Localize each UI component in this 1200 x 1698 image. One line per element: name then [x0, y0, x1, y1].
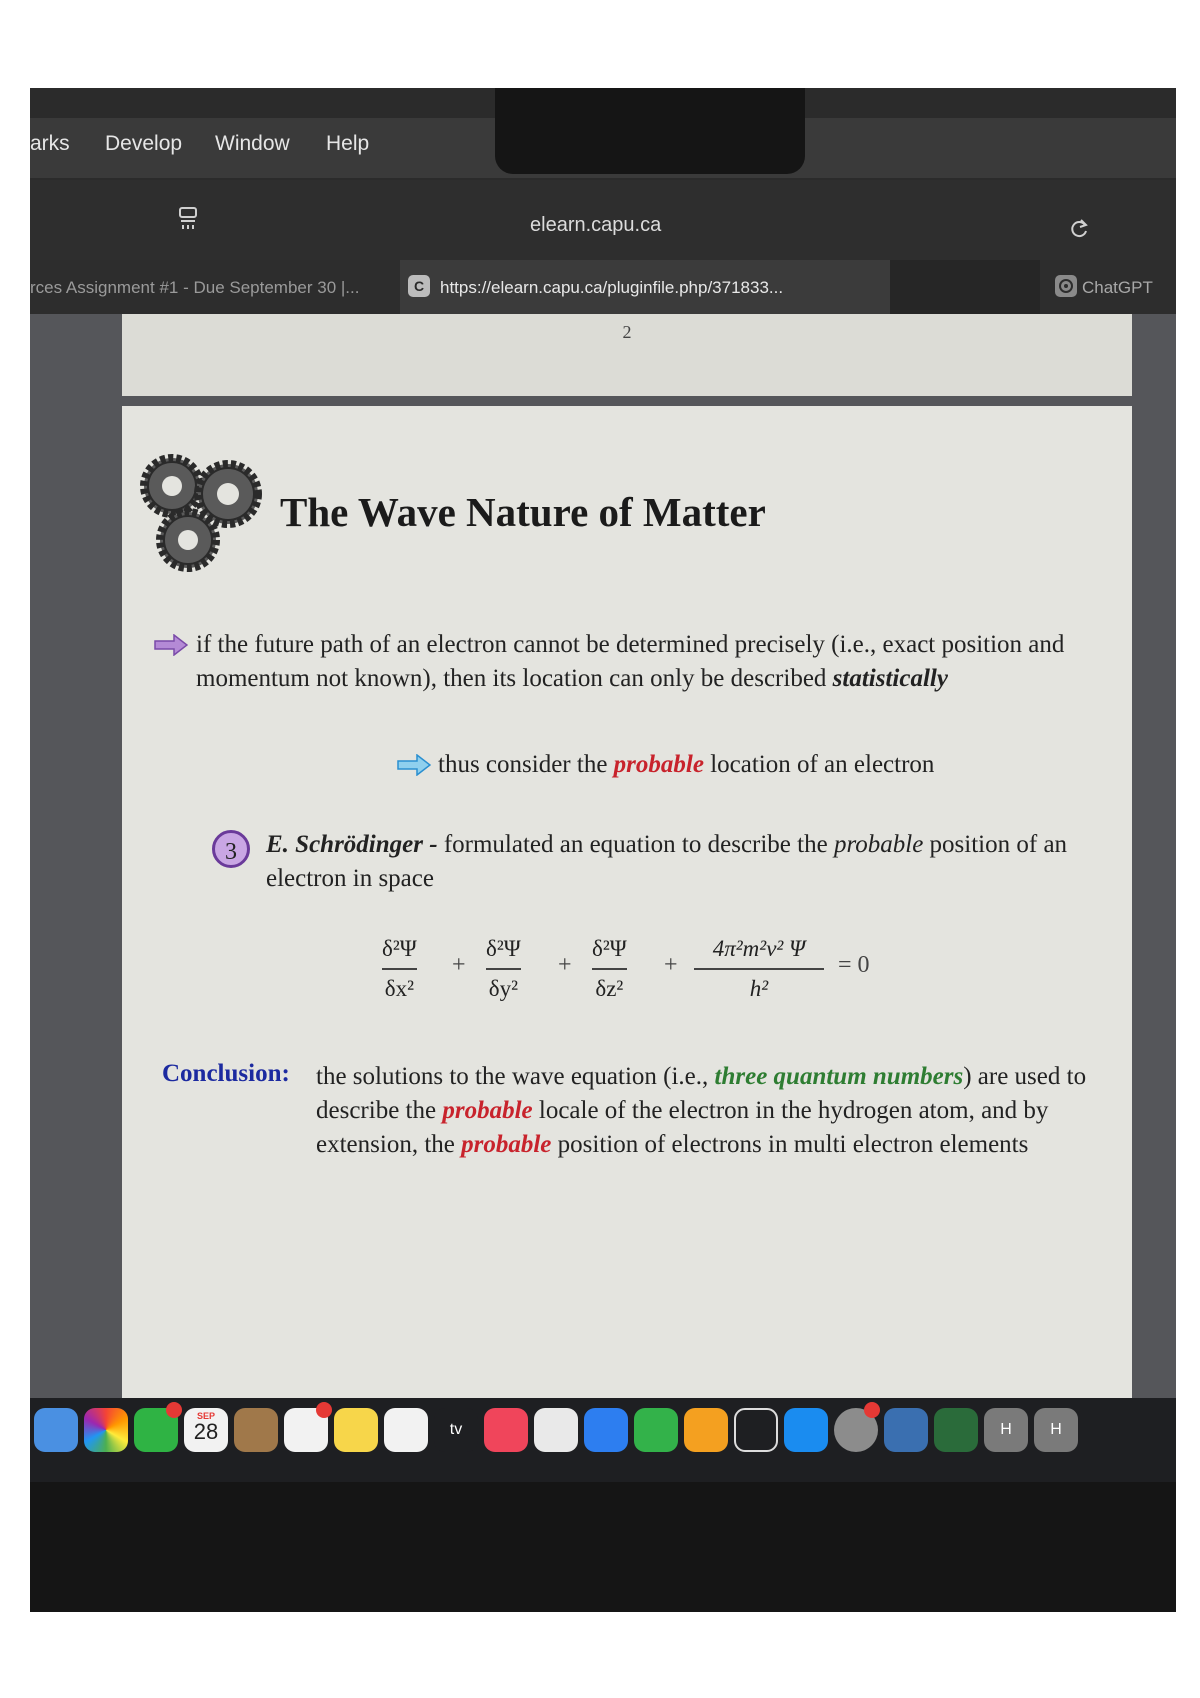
denominator: δy² [488, 976, 518, 1001]
plus-sign: + [664, 952, 678, 978]
menu-help[interactable]: Help [326, 132, 370, 155]
purple-arrow-icon [154, 634, 188, 656]
numerator: δ²Ψ [592, 936, 627, 970]
news-app-icon[interactable] [534, 1408, 578, 1452]
laptop-bezel [30, 1482, 1176, 1612]
chatgpt-app-icon[interactable] [734, 1408, 778, 1452]
app-h-icon[interactable] [984, 1408, 1028, 1452]
previous-page [122, 314, 1132, 396]
conclusion-label: Conclusion: [162, 1060, 290, 1087]
paragraph-schrodinger: E. Schrödinger - formulated an equation to describe the probable position of an electron in space [266, 831, 1068, 892]
calendar-day: 28 [193, 1419, 219, 1444]
site-favicon-icon: C [408, 275, 430, 297]
point-number-badge: 3 [212, 830, 250, 868]
schrodinger-equation [382, 936, 982, 1036]
paragraph-statistical: if the future path of an electron cannot be determined precisely (i.e., exact position and momentum not known), then its location can only be described statistically [196, 631, 1065, 692]
plus-sign: + [558, 952, 572, 978]
calendar-month: SEP [196, 1411, 215, 1421]
tv-label: tv [449, 1421, 463, 1438]
plus-sign: + [452, 952, 466, 978]
fraction-z [592, 936, 627, 1002]
pdf-page [122, 406, 1132, 1546]
fraction-energy [694, 936, 824, 1002]
tab-label: https://elearn.capu.ca/pluginfile.php/371833... [440, 278, 784, 297]
camera-notch [495, 88, 805, 174]
denominator: δx² [384, 976, 414, 1001]
tab-assignment[interactable] [30, 260, 400, 314]
document-title: The Wave Nature of Matter [280, 489, 766, 535]
music-app-icon[interactable] [484, 1408, 528, 1452]
blue-arrow-icon [397, 754, 431, 776]
utility-app-icon[interactable] [934, 1408, 978, 1452]
chatgpt-logo-icon [1054, 274, 1078, 298]
keynote-app-icon[interactable] [584, 1408, 628, 1452]
menu-bookmarks[interactable]: arks [30, 132, 70, 155]
numerator: δ²Ψ [382, 936, 417, 970]
preview-app-icon[interactable] [884, 1408, 928, 1452]
notification-badge [316, 1402, 332, 1418]
notification-badge [864, 1402, 880, 1418]
app-store-icon[interactable] [784, 1408, 828, 1452]
menu-window[interactable]: Window [215, 132, 290, 155]
photos-app-icon[interactable] [84, 1408, 128, 1452]
page-number: 2 [622, 322, 632, 342]
notes-app-icon[interactable] [334, 1408, 378, 1452]
sidebar-toggle-icon[interactable] [178, 206, 198, 230]
denominator: δz² [595, 976, 624, 1001]
tab-label: rces Assignment #1 - Due September 30 |... [30, 278, 360, 297]
reload-icon[interactable] [1068, 218, 1090, 240]
apple-tv-app-icon[interactable] [434, 1408, 478, 1452]
numerator: 4π²m²v² Ψ [694, 936, 824, 970]
freeform-app-icon[interactable] [384, 1408, 428, 1452]
app-h-icon[interactable] [1034, 1408, 1078, 1452]
fraction-x [382, 936, 417, 1002]
url-domain[interactable]: elearn.capu.ca [530, 214, 662, 236]
denominator: h² [749, 976, 769, 1001]
paragraph-probable-location: thus consider the probable location of an electron [438, 751, 935, 778]
contacts-app-icon[interactable] [234, 1408, 278, 1452]
calendar-app-icon[interactable] [184, 1408, 228, 1452]
numerator: δ²Ψ [486, 936, 521, 970]
gears-icon [128, 446, 270, 574]
numbers-app-icon[interactable] [634, 1408, 678, 1452]
menu-develop[interactable]: Develop [105, 132, 183, 155]
paragraph-conclusion: the solutions to the wave equation (i.e., three quantum numbers) are used to describe the probable locale of the electron in the hydrogen atom, and by extension, the probable position of electrons in multi electron elements [316, 1063, 1087, 1158]
laptop-screen [30, 88, 1176, 1612]
notification-badge [166, 1402, 182, 1418]
pages-app-icon[interactable] [684, 1408, 728, 1452]
maps-app-icon[interactable] [34, 1408, 78, 1452]
tab-pdf[interactable] [400, 260, 890, 314]
equals-zero: = 0 [838, 952, 870, 978]
app-h-label: H [1050, 1421, 1062, 1438]
tab-chatgpt[interactable] [1040, 260, 1176, 314]
fraction-y [486, 936, 521, 1002]
app-h-label: H [1000, 1421, 1012, 1438]
tab-label: ChatGPT [1082, 278, 1153, 297]
